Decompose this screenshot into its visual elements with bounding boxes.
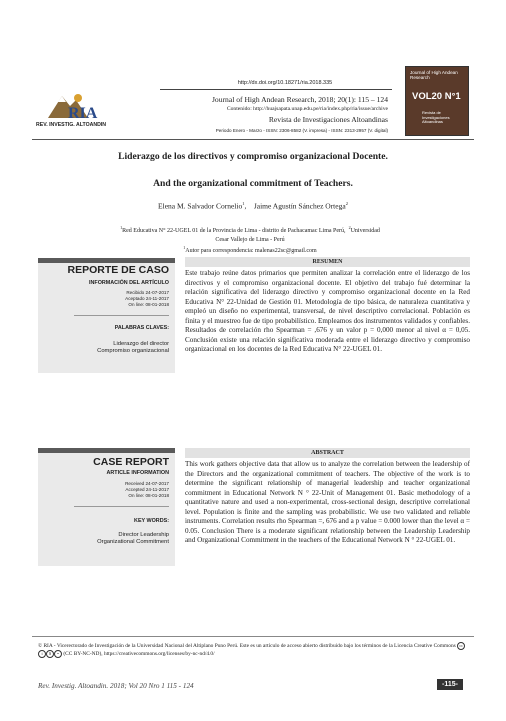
nd-icon: =: [54, 650, 62, 658]
revista-name: Revista de Investigaciones Altoandinas: [268, 115, 388, 124]
nc-icon: $: [46, 650, 54, 658]
dates-en: [125, 481, 169, 500]
received-en: Received 24-07-2017: [125, 481, 169, 486]
affil-sup-1: 1: [120, 225, 123, 230]
resumen-heading: RESUMEN: [185, 257, 470, 267]
header-rule: [160, 89, 392, 90]
online-es: On line: 08-01-2018: [128, 302, 169, 308]
author-1-sup: 1: [242, 201, 245, 206]
abstract-box: [185, 448, 470, 546]
side-accent-es: [38, 258, 175, 263]
license-note: [38, 642, 468, 658]
kw1-en: Director Leadership: [118, 532, 169, 538]
kw2-es: Compromiso organizacional: [97, 348, 169, 354]
cc-icon: cc: [457, 642, 465, 650]
cover-title: VOL20 N°1: [412, 91, 461, 102]
journal-citation: Journal of High Andean Research, 2018; 20(1): 115 – 124: [211, 95, 388, 104]
side-box-en: [38, 448, 175, 566]
affil-line-2: Cesar Vallejo de Lima - Perú: [215, 236, 285, 243]
footer-citation: Rev. Investig. Altoandin. 2018; Vol 20 Nro 1 115 - 124: [38, 682, 194, 690]
info-label-es: INFORMACIÓN DEL ARTÍCULO: [89, 280, 169, 286]
online-en: On line: 08-01-2018: [128, 493, 169, 499]
resumen-text: Este trabajo reúne datos primarios que permiten analizar la correlación entre el liderazgo de los directivos y el compromiso organizacional docente. El objetivo del trabajo fué determinar la relación significativa del liderazgo directivo y compromiso organizacional docente en la Red Educativa N° 22-Unidad de Gestión 01. Metodología de tipo básica, de naturaleza cuantitativa y empleó un diseño no experimental, transversal, de nivel descriptivo correlacional. Población es finita y el muestreo fue de tipo probabilístico. Empleamos dos instrumentos validados y confiables. Resultados de correlación rho Spearman = ,676 y un valor p = 0,000 menor al nivel α = 0,05. Conclusión existe una relación significativa moderada entre el liderazgo directivo y compromiso organizacional en los docentes de la Red Educativa N° 22-UGEL 01.: [185, 269, 470, 353]
divider-es: [74, 315, 169, 316]
resumen-box: [185, 257, 470, 355]
info-label-en: ARTICLE INFORMATION: [106, 470, 169, 476]
affiliations: [50, 224, 450, 256]
license-text-a: © RIA - Vicerectorado de Investigación de la Universidad Nacional del Altiplano Puno Perú. Este es un artículo de acceso abierto distribuido bajo los términos de la Licencia Creative Commons: [38, 643, 456, 650]
logo-text: RIA: [68, 105, 98, 122]
page-number: -115-: [437, 679, 463, 690]
logo-caption: REV. INVESTIG. ALTOANDIN: [36, 122, 107, 128]
kw-label-en: KEY WORDS:: [134, 518, 169, 524]
side-accent-en: [38, 448, 175, 453]
author-1: Elena M. Salvador Cornelio: [158, 201, 243, 211]
author-2: Jaime Agustín Sánchez Ortega: [253, 201, 346, 211]
affil-line-3[interactable]: Autor para correspondencia: malenas22sc@gmail.com: [185, 248, 317, 255]
keywords-en: [97, 532, 169, 546]
divider-en: [74, 506, 169, 507]
authors: Elena M. Salvador Cornelio$^1$, Jaime Agustín Sánchez Ortega$^2$: [158, 201, 348, 211]
accepted-en: Accepted 24-11-2017: [125, 487, 169, 493]
kw2-en: Organizational Commitment: [97, 539, 169, 545]
affil-line-1b: Universidad: [350, 228, 380, 234]
author-2-sup: 2: [345, 201, 348, 206]
cover-bottom-text: Revista de Investigaciones Altoandinas: [422, 110, 450, 125]
abstract-text: This work gathers objective data that allow us to analyze the correlation between the leadership of the Directors and the organizational commitment of teachers. The objective of the work is to determine the significant relationship of managerial leadership and teacher organizational commitment in Educational Network N ° 22-Unit of Management 01. Basic methodology of a quantitative nature and used a non-experimental, cross-sectional design, descriptive correlational level. Population is finite and the sampling was probabilistic. We use two validated and reliable instruments. Correlation results rho Spearman =, 676 and a p value = 0.000 lower than the level α = 0.05. Conclusion There is a moderate significant relationship between the Leadership Leadership and Organizational Commitment in the teachers of the Educational Network N ° 22-UGEL 01.: [185, 460, 470, 544]
license-text-b[interactable]: (CC BY-NC-ND), https://creativecommons.org/licenses/by-nc-nd/4.0/: [63, 651, 215, 658]
journal-cover: [405, 66, 469, 136]
abstract-heading: ABSTRACT: [185, 448, 470, 458]
affil-sup-2: 2: [348, 225, 351, 230]
section-rule: [32, 139, 474, 140]
affil-line-1: Red Educativa N° 22-UGEL 01 de la Provincia de Lima - distrito de Pachacamac Lima Perú,: [122, 228, 346, 234]
by-icon: i: [38, 650, 46, 658]
cover-top-text: Journal of High Andean Research: [410, 70, 458, 80]
affil-sup-3: 1: [183, 245, 186, 251]
accepted-es: Aceptado 24-11-2017: [125, 296, 169, 302]
periodo-issn: Periodo Enero - Marzo - ISSN: 2306-8582 (V. impresa) - ISSN: 2313-2957 (V. digital): [215, 128, 388, 133]
keywords-es: [97, 341, 169, 355]
contenido-url[interactable]: Contenido: http://huajsapata.unap.edu.pe/ria/index.php/ria/issue/archive: [226, 106, 388, 112]
kw-label-es: PALABRAS CLAVES:: [114, 325, 169, 331]
side-heading-en: CASE REPORT: [93, 456, 169, 468]
side-box-es: [38, 258, 175, 373]
article-title-en: And the organizational commitment of Teachers.: [153, 178, 353, 189]
dates-es: [125, 290, 169, 309]
ria-logo: [38, 88, 116, 136]
side-heading-es: REPORTE DE CASO: [67, 264, 169, 276]
ria-logo-icon: [38, 88, 116, 124]
footer-rule: [32, 636, 474, 637]
article-title: Liderazgo de los directivos y compromiso organizacional Docente.: [118, 151, 388, 162]
received-es: Recibido 24-07-2017: [126, 290, 169, 295]
doi[interactable]: http://dx.doi.org/10.18271/ria.2018.335: [237, 80, 333, 86]
kw1-es: Liderazgo del director: [113, 341, 169, 347]
